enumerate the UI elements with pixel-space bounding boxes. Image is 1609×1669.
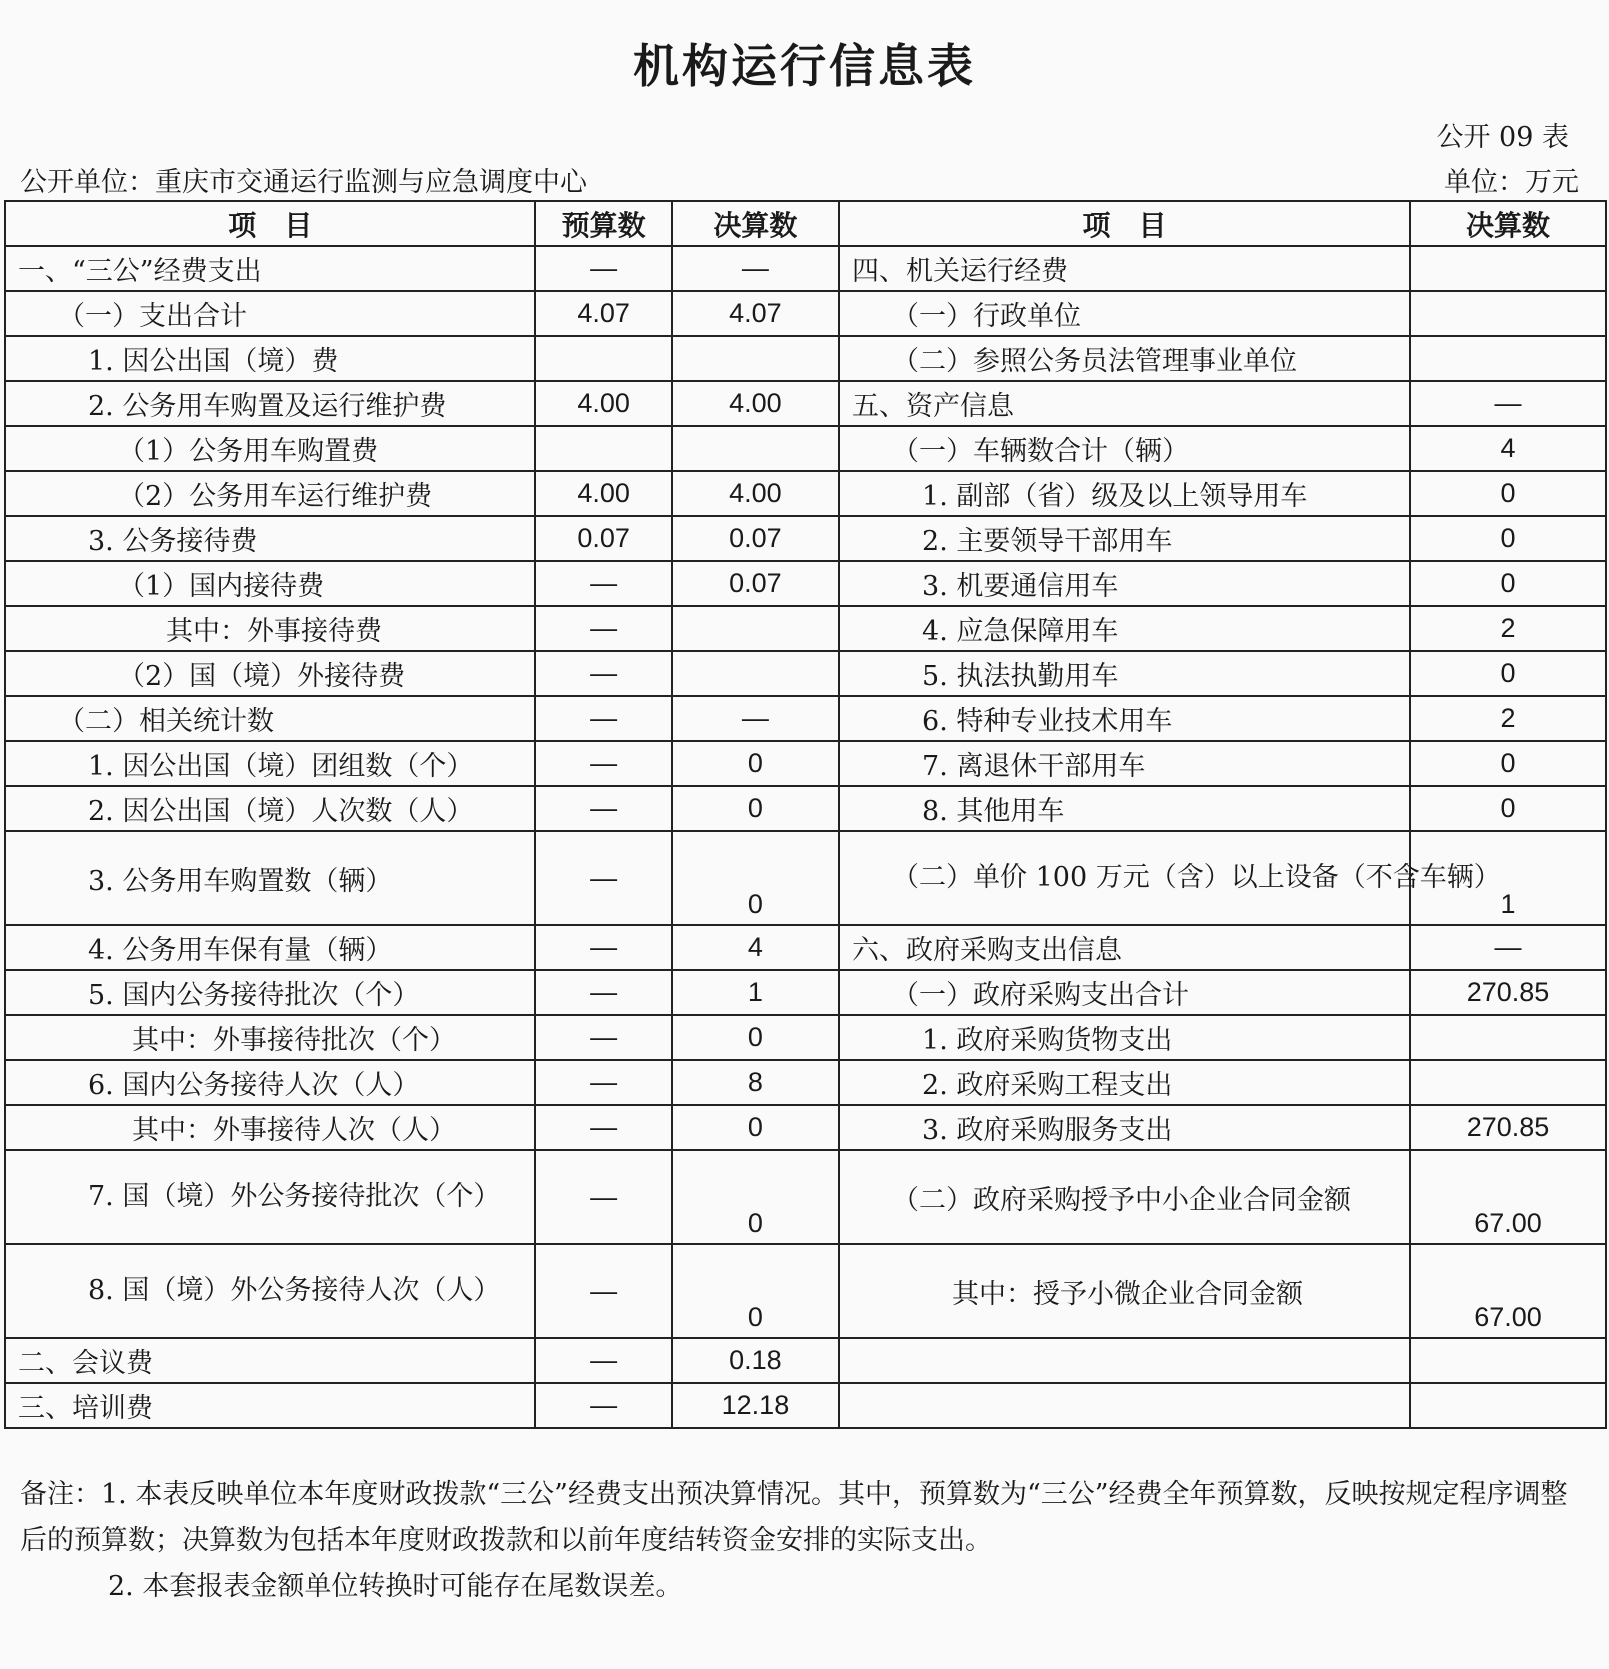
row-actual: — <box>672 696 839 741</box>
row-item: 5. 国内公务接待批次（个） <box>5 970 535 1015</box>
row-value-right: 67.00 <box>1410 1244 1606 1338</box>
table-row <box>5 1383 1606 1428</box>
row-value-right: 67.00 <box>1410 1150 1606 1244</box>
row-item: 7. 国（境）外公务接待批次（个） <box>5 1150 535 1244</box>
row-value-right: 0 <box>1410 561 1606 606</box>
row-item: 一、“三公”经费支出 <box>5 246 535 291</box>
row-budget: — <box>535 1060 671 1105</box>
row-item: 其中：外事接待费 <box>5 606 535 651</box>
row-item: 3. 公务接待费 <box>5 516 535 561</box>
row-item-right: 3. 机要通信用车 <box>839 561 1410 606</box>
row-budget: — <box>535 741 671 786</box>
row-item: 2. 公务用车购置及运行维护费 <box>5 381 535 426</box>
row-actual: 0 <box>672 1105 839 1150</box>
form-number: 公开 09 表 <box>1436 122 1569 153</box>
row-item-right: （二）政府采购授予中小企业合同金额 <box>839 1150 1410 1244</box>
table-row <box>5 561 1606 606</box>
row-actual: 0 <box>672 1015 839 1060</box>
row-item-right: 其中：授予小微企业合同金额 <box>839 1244 1410 1338</box>
row-item: （1）公务用车购置费 <box>5 426 535 471</box>
row-budget: — <box>535 696 671 741</box>
row-actual: 0 <box>672 1150 839 1244</box>
row-item-right <box>839 1338 1410 1383</box>
row-value-right: 0 <box>1410 786 1606 831</box>
table-row <box>5 970 1606 1015</box>
org-label: 公开单位：重庆市交通运行监测与应急调度中心 <box>20 167 587 198</box>
unit-label: 单位：万元 <box>1444 167 1579 198</box>
row-value-right <box>1410 246 1606 291</box>
row-budget: — <box>535 561 671 606</box>
row-budget: — <box>535 970 671 1015</box>
row-item: （二）相关统计数 <box>5 696 535 741</box>
table-row <box>5 651 1606 696</box>
row-budget: 0.07 <box>535 516 671 561</box>
row-budget: — <box>535 831 671 925</box>
row-item-right: （二）单价 100 万元（含）以上设备（不含车辆） <box>839 831 1410 925</box>
row-actual: — <box>672 246 839 291</box>
note-line-2: 2. 本套报表金额单位转换时可能存在尾数误差。 <box>108 1571 683 1602</box>
row-value-right: 0 <box>1410 471 1606 516</box>
row-value-right: — <box>1410 381 1606 426</box>
row-value-right <box>1410 1060 1606 1105</box>
row-item: 三、培训费 <box>5 1383 535 1428</box>
row-value-right <box>1410 1015 1606 1060</box>
row-actual <box>672 651 839 696</box>
note-line-1: 备注：1. 本表反映单位本年度财政拨款“三公”经费支出预决算情况。其中，预算数为“三公”经费全年预算数，反映按规定程序调整后的预算数；决算数为包括本年度财政拨款和以前年度结转资金安排的实际支出。 <box>20 1479 1568 1556</box>
page-title: 机构运行信息表 <box>633 39 976 93</box>
row-item-right: （一）车辆数合计（辆） <box>839 426 1410 471</box>
row-item: （2）国（境）外接待费 <box>5 651 535 696</box>
table-row <box>5 606 1606 651</box>
row-budget <box>535 426 671 471</box>
row-budget: — <box>535 1015 671 1060</box>
row-budget: — <box>535 606 671 651</box>
row-item-right: 六、政府采购支出信息 <box>839 925 1410 970</box>
info-table <box>4 200 1607 1429</box>
table-row <box>5 831 1606 925</box>
row-value-right: 270.85 <box>1410 1105 1606 1150</box>
row-budget: 4.00 <box>535 381 671 426</box>
row-item: 其中：外事接待批次（个） <box>5 1015 535 1060</box>
col-header-item: 项 目 <box>5 201 535 246</box>
row-value-right: — <box>1410 925 1606 970</box>
row-actual: 12.18 <box>672 1383 839 1428</box>
row-item-right: 四、机关运行经费 <box>839 246 1410 291</box>
table-row <box>5 426 1606 471</box>
row-item-right: 8. 其他用车 <box>839 786 1410 831</box>
row-actual <box>672 426 839 471</box>
table-row <box>5 925 1606 970</box>
row-actual: 8 <box>672 1060 839 1105</box>
row-item: （1）国内接待费 <box>5 561 535 606</box>
row-actual: 4 <box>672 925 839 970</box>
row-item-right: （一）行政单位 <box>839 291 1410 336</box>
row-item: 1. 因公出国（境）团组数（个） <box>5 741 535 786</box>
col-header-item-right: 项 目 <box>839 201 1410 246</box>
row-budget: — <box>535 1244 671 1338</box>
row-item: 其中：外事接待人次（人） <box>5 1105 535 1150</box>
row-actual <box>672 606 839 651</box>
row-budget: — <box>535 246 671 291</box>
col-header-actual-right: 决算数 <box>1410 201 1606 246</box>
col-header-budget: 预算数 <box>535 201 671 246</box>
row-item-right: 4. 应急保障用车 <box>839 606 1410 651</box>
row-value-right <box>1410 291 1606 336</box>
table-row <box>5 1060 1606 1105</box>
row-budget: 4.07 <box>535 291 671 336</box>
row-budget: — <box>535 1383 671 1428</box>
row-value-right: 0 <box>1410 651 1606 696</box>
row-value-right: 0 <box>1410 516 1606 561</box>
row-item: （2）公务用车运行维护费 <box>5 471 535 516</box>
table-row <box>5 291 1606 336</box>
row-item-right: 1. 政府采购货物支出 <box>839 1015 1410 1060</box>
row-item: 6. 国内公务接待人次（人） <box>5 1060 535 1105</box>
row-item: 3. 公务用车购置数（辆） <box>5 831 535 925</box>
row-item-right: 7. 离退休干部用车 <box>839 741 1410 786</box>
row-item-right: 3. 政府采购服务支出 <box>839 1105 1410 1150</box>
row-budget: — <box>535 651 671 696</box>
table-row <box>5 1338 1606 1383</box>
row-budget: 4.00 <box>535 471 671 516</box>
table-row <box>5 516 1606 561</box>
row-item-right: 五、资产信息 <box>839 381 1410 426</box>
row-item-right: （二）参照公务员法管理事业单位 <box>839 336 1410 381</box>
col-header-actual: 决算数 <box>672 201 839 246</box>
row-actual: 0.07 <box>672 516 839 561</box>
table-row <box>5 246 1606 291</box>
row-value-right: 4 <box>1410 426 1606 471</box>
row-item-right <box>839 1383 1410 1428</box>
table-row <box>5 1244 1606 1338</box>
row-value-right <box>1410 1338 1606 1383</box>
table-header-row <box>5 201 1606 246</box>
row-item: 8. 国（境）外公务接待人次（人） <box>5 1244 535 1338</box>
row-value-right <box>1410 1383 1606 1428</box>
row-budget: — <box>535 1105 671 1150</box>
row-value-right: 0 <box>1410 741 1606 786</box>
row-actual: 0 <box>672 831 839 925</box>
table-row <box>5 696 1606 741</box>
row-actual: 0.07 <box>672 561 839 606</box>
row-budget: — <box>535 1338 671 1383</box>
row-item: 二、会议费 <box>5 1338 535 1383</box>
row-value-right: 270.85 <box>1410 970 1606 1015</box>
row-budget: — <box>535 786 671 831</box>
table-row <box>5 1015 1606 1060</box>
row-budget <box>535 336 671 381</box>
row-actual: 0.18 <box>672 1338 839 1383</box>
row-value-right: 2 <box>1410 606 1606 651</box>
row-actual: 0 <box>672 786 839 831</box>
row-item-right: 6. 特种专业技术用车 <box>839 696 1410 741</box>
table-row <box>5 741 1606 786</box>
table-row <box>5 381 1606 426</box>
row-actual: 1 <box>672 970 839 1015</box>
notes <box>20 1472 1580 1610</box>
table-row <box>5 336 1606 381</box>
row-value-right <box>1410 336 1606 381</box>
row-item: 4. 公务用车保有量（辆） <box>5 925 535 970</box>
row-actual: 4.00 <box>672 471 839 516</box>
row-value-right: 2 <box>1410 696 1606 741</box>
table-row <box>5 471 1606 516</box>
table-row <box>5 786 1606 831</box>
row-item: （一）支出合计 <box>5 291 535 336</box>
row-item: 2. 因公出国（境）人次数（人） <box>5 786 535 831</box>
row-item-right: 2. 主要领导干部用车 <box>839 516 1410 561</box>
table-row <box>5 1150 1606 1244</box>
row-item: 1. 因公出国（境）费 <box>5 336 535 381</box>
row-actual: 0 <box>672 741 839 786</box>
table-row <box>5 1105 1606 1150</box>
row-item-right: 2. 政府采购工程支出 <box>839 1060 1410 1105</box>
row-item-right: 1. 副部（省）级及以上领导用车 <box>839 471 1410 516</box>
row-budget: — <box>535 925 671 970</box>
row-item-right: 5. 执法执勤用车 <box>839 651 1410 696</box>
row-actual: 0 <box>672 1244 839 1338</box>
row-value-right: 1 <box>1410 831 1606 925</box>
row-actual: 4.07 <box>672 291 839 336</box>
row-budget: — <box>535 1150 671 1244</box>
row-actual <box>672 336 839 381</box>
row-item-right: （一）政府采购支出合计 <box>839 970 1410 1015</box>
unit-line <box>20 160 1579 196</box>
row-actual: 4.00 <box>672 381 839 426</box>
